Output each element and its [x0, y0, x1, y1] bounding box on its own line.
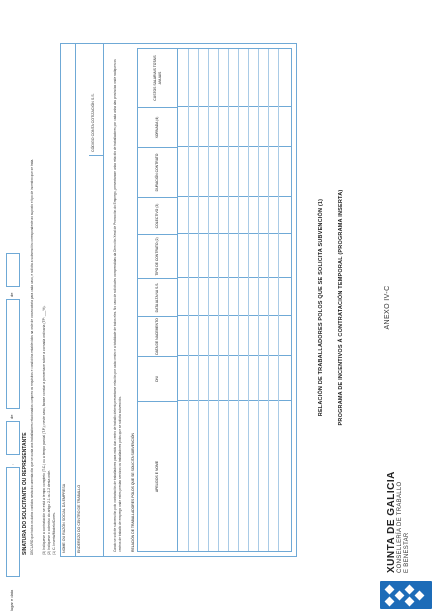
annex-label: ANEXO IV-C [384, 285, 391, 330]
header-duration: DURACIÓN CONTRATO [138, 147, 178, 197]
table-row[interactable] [228, 49, 229, 551]
header-salary: CUSTOS SALARIAIS TOTAIS ANUAIS [138, 49, 178, 107]
table-row[interactable] [278, 49, 279, 551]
company-field[interactable] [61, 44, 76, 556]
ccc-divider [89, 155, 103, 156]
header-workday: XORNADA (4) [138, 107, 178, 147]
table-row[interactable] [268, 49, 269, 551]
form-frame [60, 43, 297, 557]
month-field[interactable] [6, 299, 20, 409]
footnote-3: (3) Indíquese a contratación se está a tempo completo (T.C.) ou a tempo parcial (T.P.); neste caso, farase constar a porcentaxe sobre a xornada ordinaria (TP: ___%). [42, 305, 46, 555]
table-row[interactable] [238, 49, 239, 551]
program-title: PROGRAMA DE INCENTIVOS Á CONTRATACIÓN TEMPORAL (PROGRAMA INSERTA) [338, 189, 344, 426]
table-row[interactable] [198, 49, 199, 551]
header-group: COLECTIVO (3) [138, 197, 178, 234]
table-row[interactable] [218, 49, 219, 551]
column-divider [178, 196, 291, 197]
column-divider [178, 315, 291, 316]
footnote-1: (1) C. Inserta/Modelo/Cores. [52, 512, 56, 555]
table-caption: RELACIÓN DE TRABALLADORES POLOS QUE SE SOLICITA SUBVENCIÓN [131, 433, 135, 552]
column-divider [178, 400, 291, 401]
logo-ministry-2: E BENESTAR [404, 532, 410, 573]
place-date-field[interactable] [6, 467, 20, 577]
column-divider [178, 355, 291, 356]
ccc-label: CÓDIGO CONTA COTIZACIÓN S.S. [91, 93, 95, 152]
address-label: ENDEREZO DO CENTRO DE TRABALLO [77, 484, 81, 553]
logo-title: XUNTA DE GALICIA [386, 471, 397, 573]
form-title: RELACIÓN DE TRABALLADORES POLOS QUE SE SOLICITA SUBVENCIÓN (1) [318, 198, 324, 417]
column-divider [178, 146, 291, 147]
column-divider [178, 277, 291, 278]
date-separator: , [9, 463, 14, 465]
header-name: APELIDOS E NOME [138, 401, 178, 551]
logo-ministry: CONSELLERÍA DE TRABALLO [397, 481, 403, 573]
year-field[interactable] [6, 253, 20, 287]
table-row[interactable] [208, 49, 209, 551]
table-row[interactable] [248, 49, 249, 551]
table-row[interactable] [188, 49, 189, 551]
address-field[interactable] [75, 44, 104, 556]
workers-table[interactable] [137, 48, 292, 552]
header-birthdate: DATA DE NACEMENTO [138, 316, 178, 356]
header-ss-date: DATA ALTA NA S.S. [138, 278, 178, 316]
declaration: DECLARO que todos os datos contidos nesta documentación que se xunta aos traballadores relacionados cumpren os requisitos e condicións establecidos na orde de convocatoria para cada caso, e solicita a subvención correspondente ao suposto e tipo de incentivo que se trata. [30, 158, 34, 555]
header-contract-type: TIPO DE CONTRATO (2) [138, 234, 178, 278]
date-de-2: de [9, 292, 14, 297]
company-label: NOME OU RAZÓN SOCIAL DA EMPRESA [62, 483, 66, 553]
header-dni: DNI [138, 356, 178, 401]
instructions-note: Cando se solicite subvención polo contratación de traballadores para máis dun centro de traballo deberá presentarse relación por cada centro e a totalidade de todos eles. No caso de solicitudes comprendidas da Dirección Xeral de Promoción do Emprego, presentarase unha relación de traballadores por cada unha das provincias onde radiquen os centros de traballo de emprego onde estes prestan servizos os traballadores polos que se solicita subvención. [113, 59, 122, 552]
footnote-2: (2) Indíquese o colectivo do artigo 2.1 ou 2.2 desta orde. [47, 469, 51, 555]
table-row[interactable] [258, 49, 259, 551]
day-field[interactable] [6, 421, 20, 455]
signature-label: SINATURA DO SOLICITANTE OU REPRESENTANTE [22, 432, 28, 555]
column-divider [178, 106, 291, 107]
date-place-label: lugar e data [9, 589, 14, 611]
date-de-1: de [9, 414, 14, 419]
column-divider [178, 233, 291, 234]
